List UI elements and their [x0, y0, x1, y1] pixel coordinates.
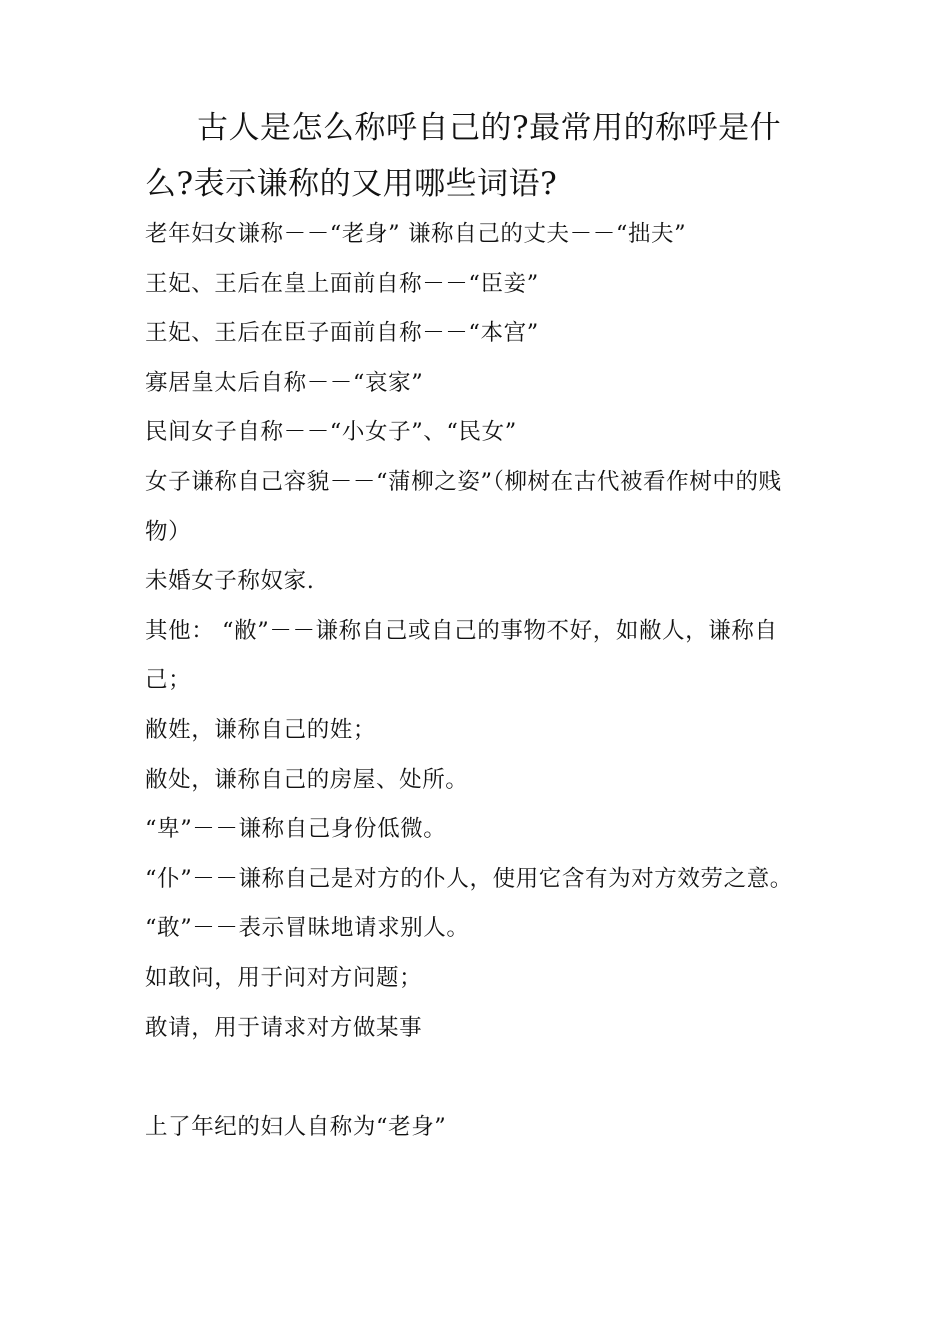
document-title: 古人是怎么称呼自己的?最常用的称呼是什么?表示谦称的又用哪些词语?: [145, 110, 782, 202]
body-line: 寡居皇太后自称－－“哀家”: [145, 369, 424, 396]
body-line: 民间女子自称－－“小女子”、“民女”: [145, 419, 517, 446]
closing-line: 上了年纪的妇人自称为“老身”: [145, 1113, 447, 1140]
body-line: “仆”－－谦称自己是对方的仆人，使用它含有为对方效劳之意。: [145, 865, 793, 892]
body-line: 敝处，谦称自己的房屋、处所。: [145, 766, 469, 793]
body-line: 敢请，用于请求对方做某事: [145, 1014, 423, 1041]
document-body: [145, 210, 810, 1152]
body-line: “卑”－－谦称自己身份低微。: [145, 816, 447, 843]
body-line: “敢”－－表示冒昧地请求别人。: [145, 915, 470, 942]
body-line: 女子谦称自己容貌－－“蒲柳之姿”（柳树在古代被看作树中的贱物）: [145, 468, 782, 545]
body-line: 敝姓，谦称自己的姓；: [145, 716, 377, 743]
body-line: 如敢问，用于问对方问题；: [145, 964, 423, 991]
body-line: 未婚女子称奴家.: [145, 568, 315, 595]
body-line: 王妃、王后在皇上面前自称－－“臣妾”: [145, 270, 539, 297]
body-line: 王妃、王后在臣子面前自称－－“本宫”: [145, 320, 539, 347]
paragraph-gap: [145, 1053, 810, 1103]
body-line: 老年妇女谦称－－“老身” 谦称自己的丈夫－－“拙夫”: [145, 221, 687, 247]
body-line: 其他： “敝”－－谦称自己或自己的事物不好，如敝人，谦称自己；: [145, 617, 778, 694]
